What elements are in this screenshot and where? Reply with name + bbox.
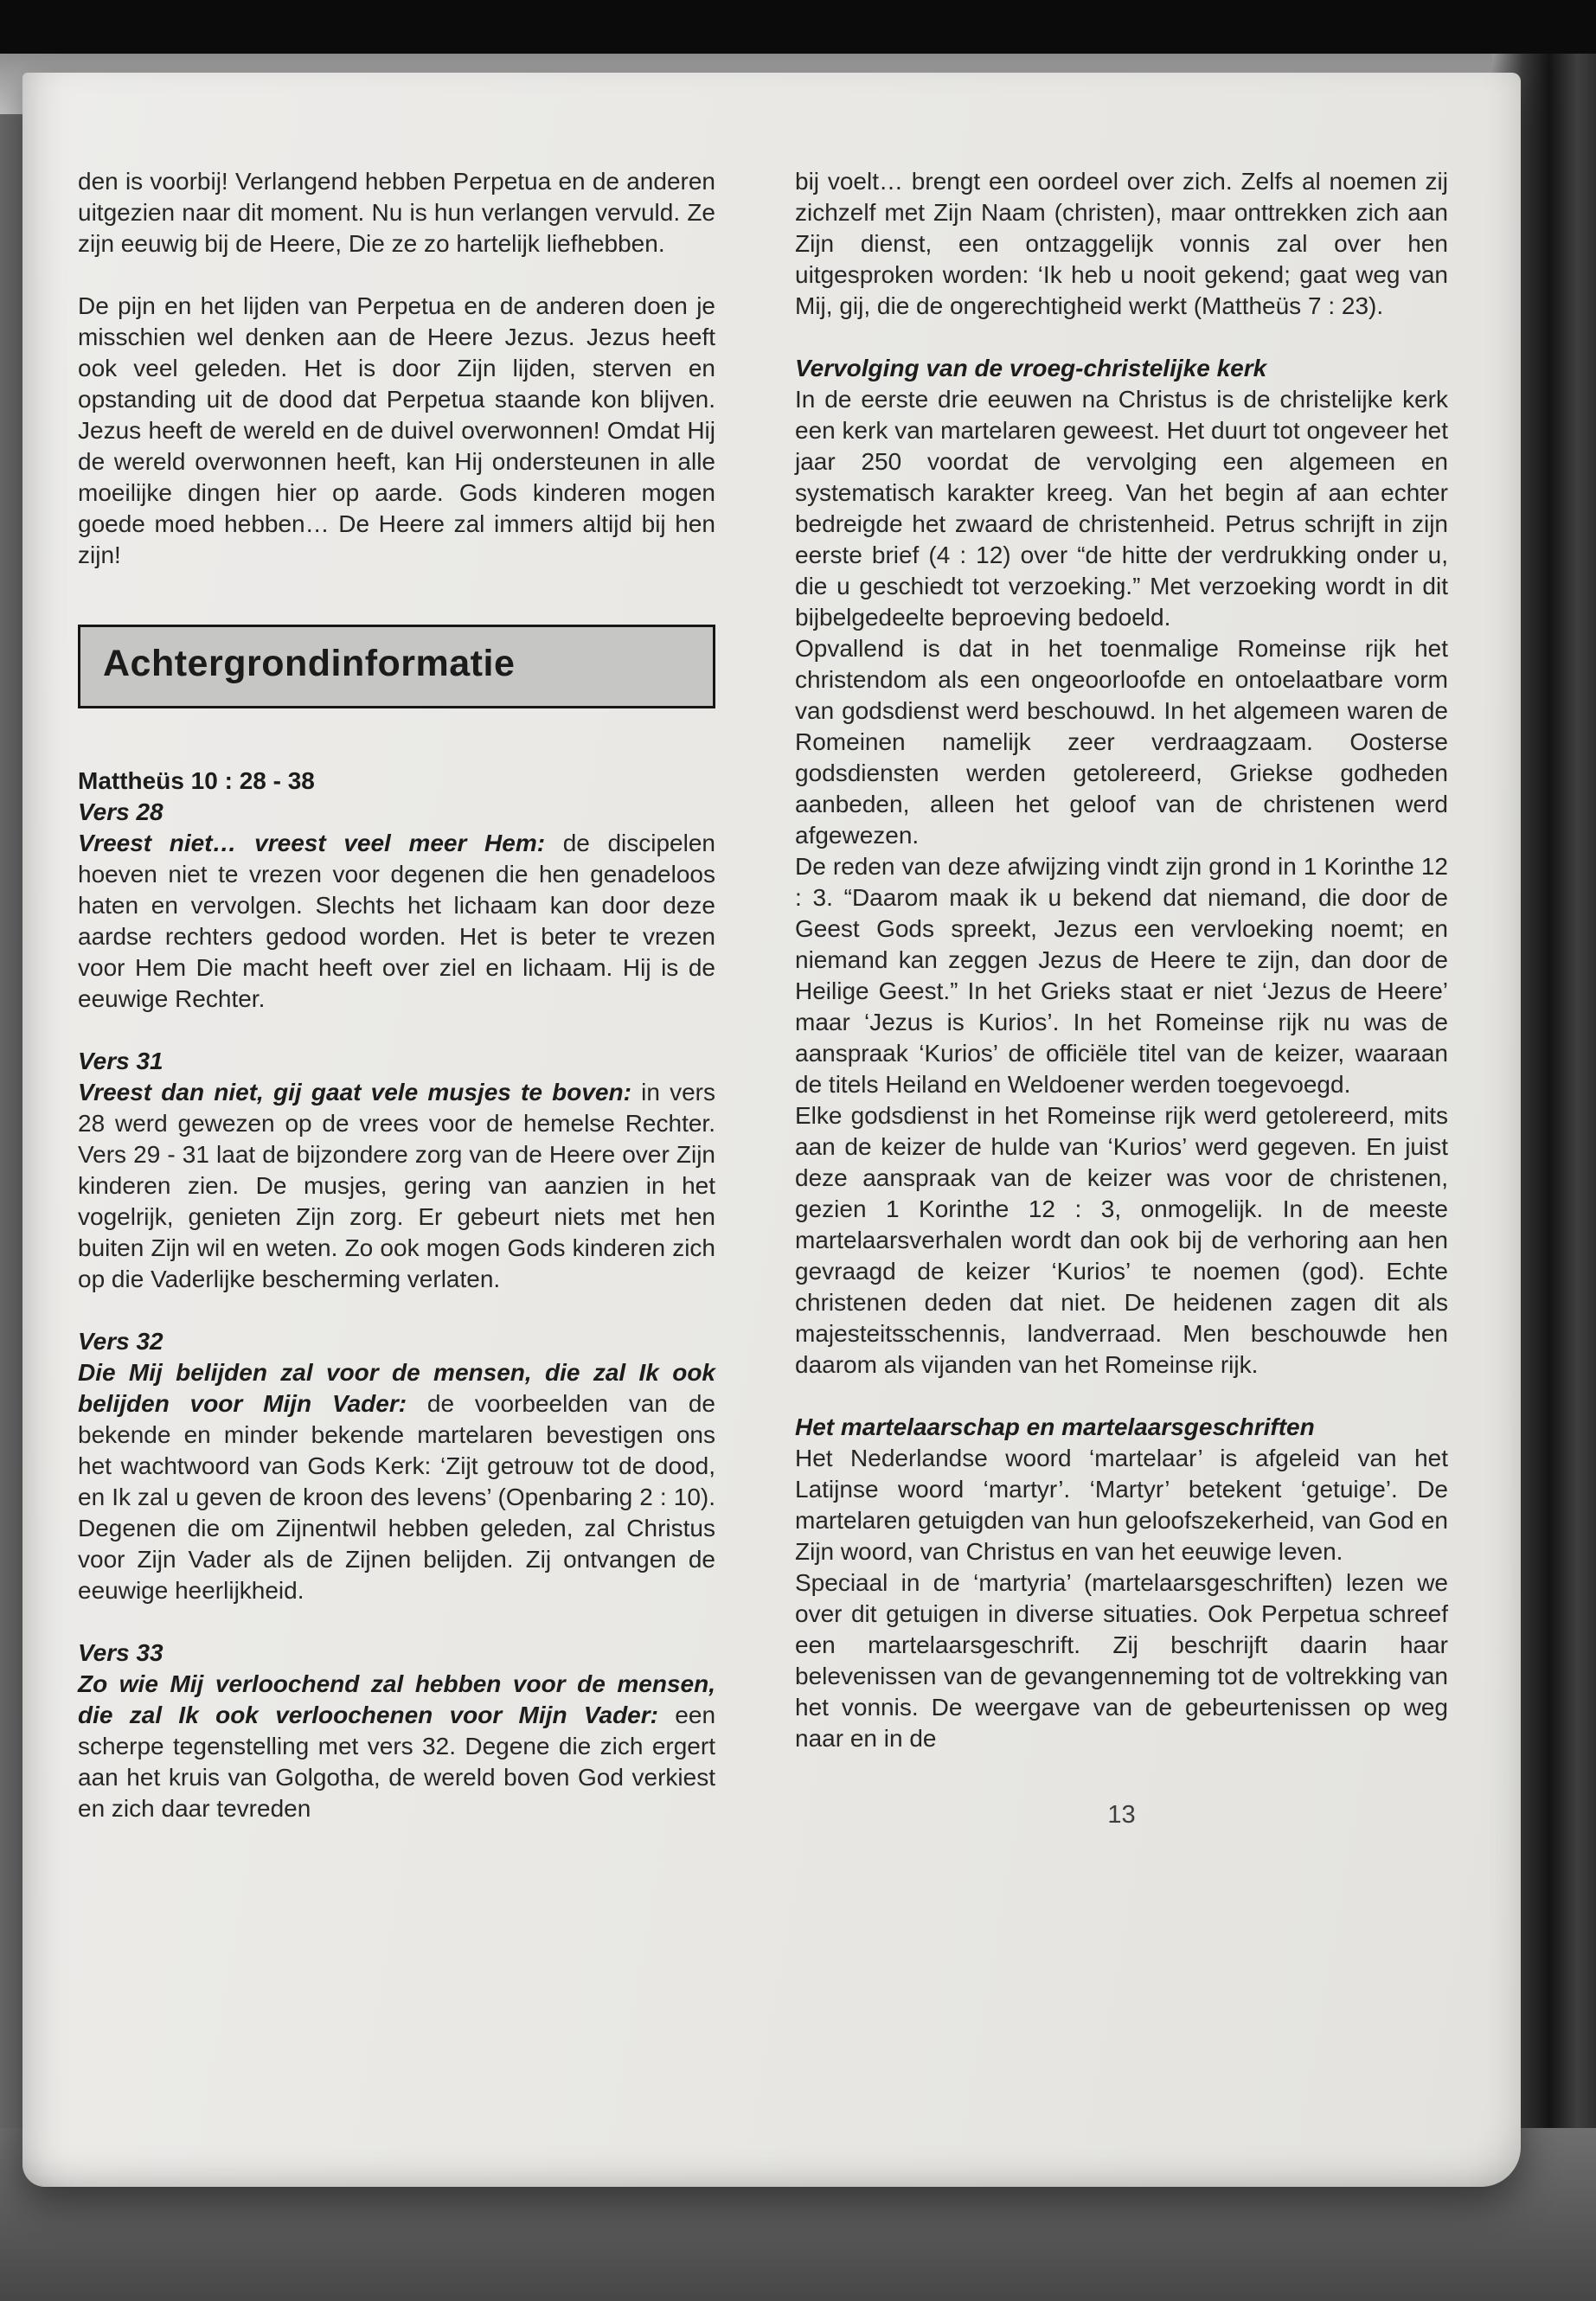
verse-label: Vers 31 (78, 1048, 163, 1074)
verse-section (78, 1638, 715, 1824)
verse-label: Vers 33 (78, 1639, 163, 1666)
section-heading: Het martelaarschap en martelaarsgeschriften (795, 1413, 1315, 1440)
verse-text: in vers 28 werd gewezen op de vrees voor de hemelse Rechter. Vers 29 - 31 laat de bijzondere zorg van de Heere over Zijn kinderen zien. De musjes, gering van aanzien in het vogelrijk, genieten Zijn zorg. Er gebeurt niets met hen buiten Zijn wil en weten. Zo ook mogen Gods kinderen zich op die Vaderlijke bescherming verlaten. (78, 1079, 716, 1292)
section-header-box (78, 625, 715, 708)
section-header-title: Achtergrondinformatie (103, 643, 516, 684)
paragraph: Elke godsdienst in het Romeinse rijk werd getolereerd, mits aan de keizer de hulde van ‘Kurios’ werd gegeven. En juist deze aanspraak van de keizer was voor de christenen, gezien 1 Korinthe 12 : 3, onmogelijk. In de meeste martelaarsverhalen wordt dan ook bij de verhoring aan hen gevraagd de keizer ‘Kurios’ te noemen (god). Echte christenen deden dat niet. De heidenen zagen dit als majesteitsschennis, landverraad. Men beschouwde hen daarom als vijanden van het Romeinse rijk. (795, 1102, 1448, 1378)
verse-paragraph (78, 1077, 715, 1295)
verse-section (78, 1326, 715, 1606)
verse-section (78, 1046, 715, 1295)
verse-lead: Die Mij belijden zal voor de mensen, die zal Ik ook belijden voor Mijn Vader: (78, 1359, 715, 1417)
bible-reference-heading: Mattheüs 10 : 28 - 38 (78, 767, 315, 794)
verse-lead: Vreest dan niet, gij gaat vele musjes te boven: (78, 1079, 631, 1106)
article-section (795, 353, 1448, 1381)
scan-top-bar (0, 0, 1596, 54)
verse-label: Vers 32 (78, 1328, 163, 1355)
page (22, 73, 1521, 2187)
paragraph: bij voelt… brengt een oordeel over zich. Zelfs al noemen zij zichzelf met Zijn Naam (christen), maar onttrekken zich aan Zijn dienst, een ontzaggelijk vonnis zal over hen uitgesproken worden: ‘Ik heb u nooit gekend; gaat weg van Mij, gij, die de ongerechtigheid werkt (Mattheüs 7 : 23). (795, 168, 1448, 319)
verse-lead: Zo wie Mij verloochend zal hebben voor de mensen, die zal Ik ook verloochenen voor Mijn Vader: (78, 1670, 715, 1728)
verse-lead: Vreest niet… vreest veel meer Hem: (78, 830, 546, 856)
verse-paragraph (78, 1357, 715, 1606)
paragraph: In de eerste drie eeuwen na Christus is de christelijke kerk een kerk van martelaren geweest. Het duurt tot ongeveer het jaar 250 voordat de vervolging een algemeen en systematisch karakter kreeg. Van het begin af aan echter bedreigde het zwaard de christenheid. Petrus schrijft in zijn eerste brief (4 : 12) over “de hitte der verdrukking onder u, die u geschiedt tot verzoeking.” Met verzoeking wordt in dit bijbelgedeelte beproeving bedoeld. (795, 386, 1448, 631)
verse-section (78, 797, 715, 1015)
verse-paragraph (78, 828, 715, 1015)
verse-text: de voorbeelden van de bekende en minder bekende martelaren bevestigen ons het wachtwoord van Gods Kerk: ‘Zijt getrouw tot de dood, en Ik zal u geven de kroon des levens’ (Openbaring 2 : 10). Degenen die om Zijnentwil hebben geleden, zal Christus voor Zijn Vader als de Zijnen belijden. Zij ontvangen de eeuwige heerlijkheid. (78, 1390, 715, 1604)
verse-paragraph (78, 1669, 715, 1824)
paragraph: den is voorbij! Verlangend hebben Perpetua en de anderen uitgezien naar dit moment. Nu is hun verlangen vervuld. Ze zijn eeuwig bij de Heere, Die ze zo hartelijk liefhebben. (78, 168, 715, 257)
verse-text: de discipelen hoeven niet te vrezen voor degenen die hen genadeloos haten en vervolgen. Slechts het lichaam kan door deze aardse rechters gedood worden. Het is beter te vrezen voor Hem Die macht heeft over ziel en lichaam. Hij is de eeuwige Rechter. (78, 830, 715, 1012)
paragraph: Speciaal in de ‘martyria’ (martelaarsgeschriften) lezen we over dit getuigen in diverse situaties. Ook Perpetua schreef een martelaarsgeschrift. Zij beschrijft daarin haar belevenissen van de gevangenneming tot de voltrekking van het vonnis. De weergave van de gebeurtenissen op weg naar en in de (795, 1569, 1448, 1752)
page-number: 13 (1107, 1801, 1136, 1829)
left-column (78, 166, 715, 1830)
right-column (795, 166, 1448, 1830)
paragraph: De reden van deze afwijzing vindt zijn grond in 1 Korinthe 12 : 3. “Daarom maak ik u bekend dat niemand, die door de Geest Gods spreekt, Jezus een vervloeking noemt; en niemand kan zeggen Jezus de Heere te zijn, dan door de Heilige Geest.” In het Grieks staat er niet ‘Jezus de Heere’ maar ‘Jezus is Kurios’. In het Romeinse rijk nu was de aanspraak ‘Kurios’ de officiële titel van de keizer, waaraan de titels Heiland en Weldoener werden toegevoegd. (795, 853, 1448, 1098)
paragraph: De pijn en het lijden van Perpetua en de anderen doen je misschien wel denken aan de Heere Jezus. Jezus heeft ook veel geleden. Het is door Zijn lijden, sterven en opstanding uit de dood dat Perpetua staande kon blijven. Jezus heeft de wereld en de duivel overwonnen! Omdat Hij de wereld overwonnen heeft, kan Hij ondersteunen in alle moeilijke dingen hier op aarde. Gods kinderen mogen goede moed hebben… De Heere zal immers altijd bij hen zijn! (78, 292, 715, 568)
verse-text: een scherpe tegenstelling met vers 32. Degene die zich ergert aan het kruis van Golgotha, de wereld boven God verkiest en zich daar tevreden (78, 1702, 716, 1822)
section-heading: Vervolging van de vroeg-christelijke kerk (795, 355, 1267, 381)
paragraph: Het Nederlandse woord ‘martelaar’ is afgeleid van het Latijnse woord ‘martyr’. ‘Martyr’ betekent ‘getuige’. De martelaren getuigden van hun geloofszekerheid, van God en Zijn woord, van Christus en van het eeuwige leven. (795, 1445, 1448, 1565)
two-column-layout (78, 166, 1453, 1830)
article-section (795, 1412, 1448, 1754)
paragraph: Opvallend is dat in het toenmalige Romeinse rijk het christendom als een ongeoorloofde en ontoelaatbare vorm van godsdienst werd beschouwd. In het algemeen waren de Romeinen namelijk zeer verdraagzaam. Oosterse godsdiensten werden getolereerd, Griekse godheden aanbeden, alleen het geloof van de christenen werd afgewezen. (795, 635, 1448, 849)
verse-label: Vers 28 (78, 798, 163, 825)
